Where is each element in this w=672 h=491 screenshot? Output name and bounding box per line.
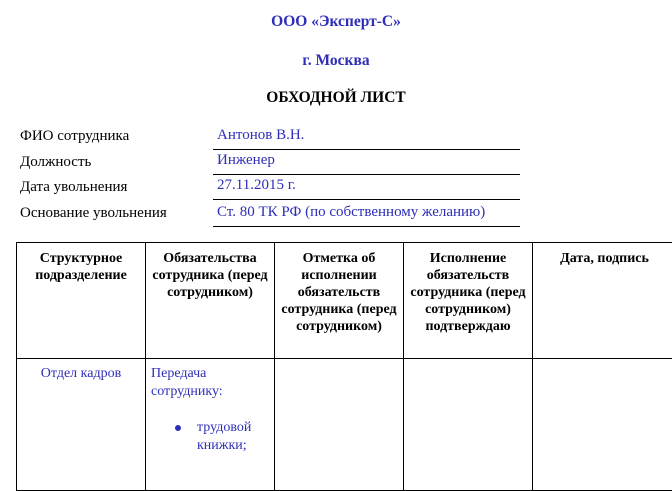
position-label: Должность	[20, 154, 91, 171]
position-value: Инженер	[213, 152, 520, 175]
employee-name-value: Антонов В.Н.	[213, 127, 520, 150]
document-title: ОБХОДНОЙ ЛИСТ	[0, 89, 672, 107]
cell-fulfillment-mark	[275, 359, 404, 491]
clearance-table	[16, 242, 672, 491]
header-obligations: Обязательства сотрудника (перед сотрудником)	[146, 243, 275, 359]
table-header-row	[17, 243, 672, 359]
obligation-items	[151, 419, 270, 455]
cell-date-signature	[533, 359, 672, 491]
employee-name-label: ФИО сотрудника	[20, 128, 129, 145]
dismissal-date-label: Дата увольнения	[20, 179, 127, 196]
header-confirmation: Исполнение обязательств сотрудника (перед сотрудником) подтверждаю	[404, 243, 533, 359]
cell-department: Отдел кадров	[17, 359, 146, 491]
cell-confirmation	[404, 359, 533, 491]
cell-obligation	[146, 359, 275, 491]
header-fulfillment-mark: Отметка об исполнении обязательств сотрудника (перед сотрудником)	[275, 243, 404, 359]
company-name: ООО «Эксперт-С»	[0, 13, 672, 31]
table-row	[17, 359, 672, 491]
dismissal-date-value: 27.11.2015 г.	[213, 177, 520, 200]
header-department: Структурное подразделение	[17, 243, 146, 359]
dismissal-reason-value: Ст. 80 ТК РФ (по собственному желанию)	[213, 204, 520, 227]
city-name: г. Москва	[0, 52, 672, 70]
dismissal-reason-label: Основание увольнения	[20, 205, 167, 222]
obligation-text: Передача сотруднику:	[151, 366, 223, 399]
list-item: трудовой книжки;	[197, 419, 270, 455]
header-date-signature: Дата, подпись	[533, 243, 672, 359]
